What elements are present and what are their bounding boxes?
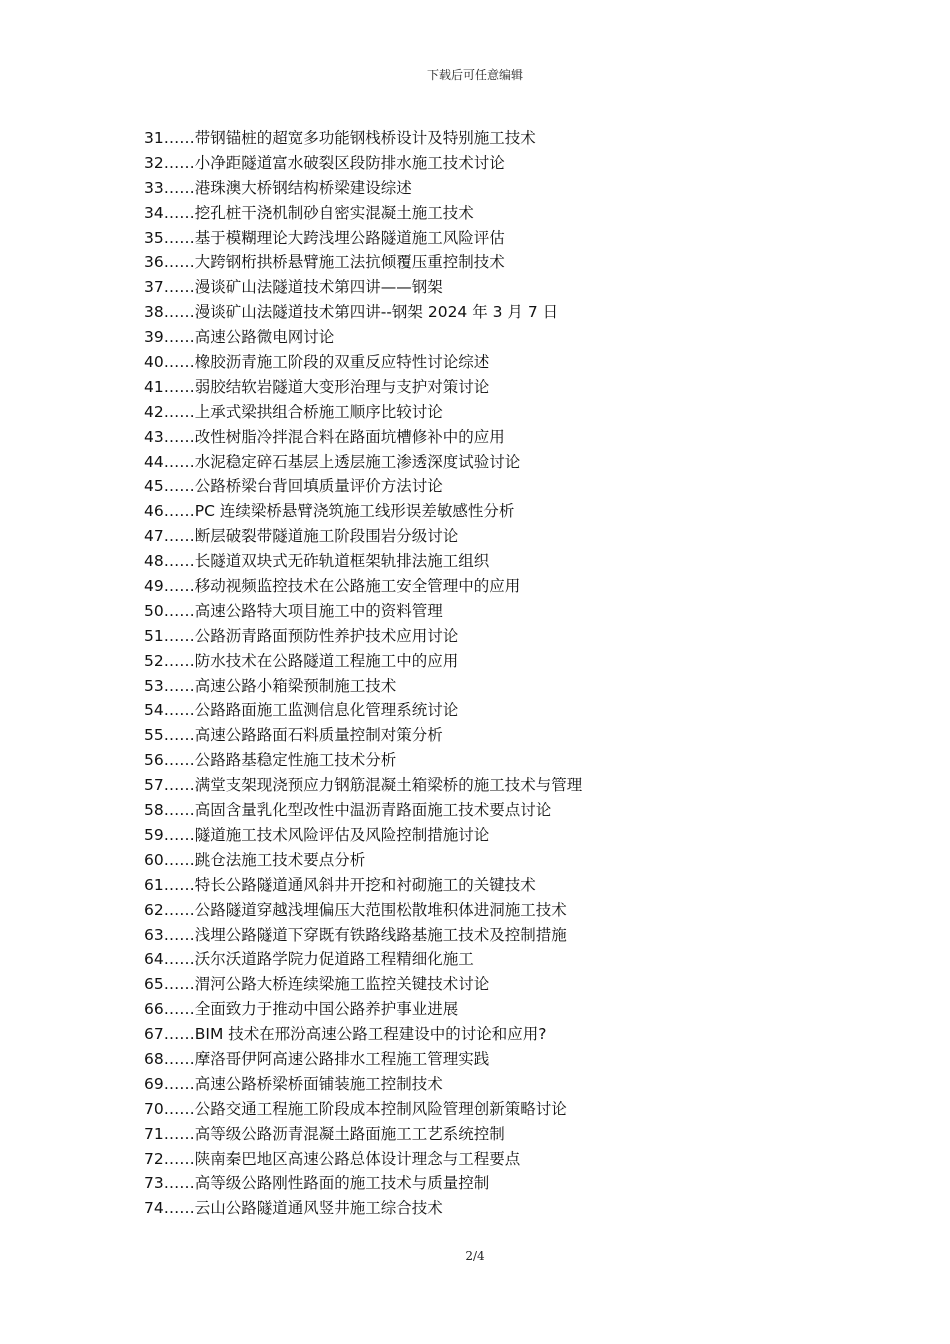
- entry-title: 高速公路特大项目施工中的资料管理: [194, 601, 443, 620]
- entry-number: 58: [144, 801, 164, 820]
- dot-leader: ……: [163, 975, 195, 994]
- toc-entry: [144, 549, 864, 574]
- dot-leader: ……: [163, 253, 195, 272]
- entry-title: 高等级公路沥青混凝土路面施工工艺系统控制: [194, 1124, 505, 1143]
- toc-entry: [144, 250, 864, 275]
- dot-leader: ……: [163, 402, 195, 421]
- dot-leader: ……: [163, 452, 195, 471]
- toc-entry: [144, 499, 864, 524]
- entry-number: 31: [144, 129, 164, 147]
- toc-entry: [144, 1171, 864, 1196]
- toc-entry: [144, 1097, 864, 1122]
- dot-leader: ……: [163, 153, 195, 172]
- entry-title: 防水技术在公路隧道工程施工中的应用: [194, 651, 459, 670]
- dot-leader: ……: [163, 577, 195, 596]
- toc-entry: [144, 350, 864, 375]
- toc-entry: [144, 1047, 864, 1072]
- entry-number: 50: [144, 601, 164, 620]
- entry-number: 73: [144, 1174, 164, 1193]
- entry-number: 40: [144, 353, 164, 372]
- entry-number: 72: [144, 1149, 164, 1168]
- entry-title: 特长公路隧道通风斜井开挖和衬砌施工的关键技术: [194, 875, 536, 894]
- dot-leader: ……: [163, 1174, 195, 1193]
- entry-number: 61: [144, 875, 164, 894]
- entry-title: 公路隧道穿越浅埋偏压大范围松散堆积体进洞施工技术: [194, 900, 567, 919]
- entry-title: BIM 技术在邢汾高速公路工程建设中的讨论和应用?: [194, 1025, 547, 1044]
- dot-leader: ……: [163, 950, 195, 969]
- dot-leader: ……: [163, 751, 195, 770]
- dot-leader: ……: [163, 701, 195, 720]
- entry-title: 长隧道双块式无砟轨道框架轨排法施工组织: [194, 552, 490, 571]
- toc-entry: [144, 151, 864, 176]
- entry-number: 66: [144, 1000, 164, 1019]
- toc-entry: [144, 450, 864, 475]
- entry-title: 摩洛哥伊阿高速公路排水工程施工管理实践: [194, 1049, 490, 1068]
- dot-leader: ……: [163, 502, 195, 521]
- dot-leader: ……: [163, 552, 195, 571]
- dot-leader: ……: [163, 925, 195, 944]
- toc-entry: [144, 898, 864, 923]
- dot-leader: ……: [163, 726, 195, 745]
- entry-number: 37: [144, 278, 164, 297]
- entry-number: 62: [144, 900, 164, 919]
- dot-leader: ……: [163, 776, 195, 795]
- entry-title: 公路桥梁台背回填质量评价方法讨论: [194, 477, 443, 496]
- toc-entry: [144, 275, 864, 300]
- entry-number: 55: [144, 726, 164, 745]
- entry-number: 63: [144, 925, 164, 944]
- dot-leader: ……: [163, 651, 195, 670]
- entry-number: 64: [144, 950, 164, 969]
- dot-leader: ……: [163, 1049, 195, 1068]
- entry-number: 46: [144, 502, 164, 521]
- toc-entry: [144, 997, 864, 1022]
- entry-title: PC 连续梁桥悬臂浇筑施工线形误差敏感性分析: [194, 502, 515, 521]
- entry-title: 上承式梁拱组合桥施工顺序比较讨论: [194, 402, 443, 421]
- entry-number: 53: [144, 676, 164, 695]
- dot-leader: ……: [163, 875, 195, 894]
- entry-title: 漫谈矿山法隧道技术第四讲--钢架 2024 年 3 月 7 日: [194, 303, 559, 322]
- entry-number: 41: [144, 377, 164, 396]
- dot-leader: ……: [163, 1199, 195, 1218]
- page-header: 下载后可任意编辑: [426, 68, 523, 82]
- entry-number: 45: [144, 477, 164, 496]
- dot-leader: ……: [163, 353, 195, 372]
- toc-entry: [144, 226, 864, 251]
- toc-entry: [144, 748, 864, 773]
- toc-entry: [144, 972, 864, 997]
- toc-entry: [144, 624, 864, 649]
- toc-entry: [144, 848, 864, 873]
- entry-number: 74: [144, 1199, 164, 1218]
- entry-title: 基于模糊理论大跨浅埋公路隧道施工风险评估: [194, 228, 505, 247]
- dot-leader: ……: [163, 1025, 195, 1044]
- dot-leader: ……: [163, 676, 195, 695]
- entry-title: 公路路面施工监测信息化管理系统讨论: [194, 701, 459, 720]
- entry-title: 移动视频监控技术在公路施工安全管理中的应用: [194, 577, 521, 596]
- entry-title: 浅埋公路隧道下穿既有铁路线路基施工技术及控制措施: [194, 925, 567, 944]
- toc-entry: [144, 201, 864, 226]
- entry-number: 68: [144, 1049, 164, 1068]
- dot-leader: ……: [163, 801, 195, 820]
- entry-title: 云山公路隧道通风竖井施工综合技术: [194, 1199, 443, 1218]
- dot-leader: ……: [163, 427, 195, 446]
- entry-title: 弱胶结软岩隧道大变形治理与支护对策讨论: [194, 377, 490, 396]
- entry-title: 高速公路桥梁桥面铺装施工控制技术: [194, 1074, 443, 1093]
- entry-number: 57: [144, 776, 164, 795]
- entry-title: 水泥稳定碎石基层上透层施工渗透深度试验讨论: [194, 452, 521, 471]
- toc-entry: [144, 126, 864, 151]
- toc-entry: [144, 823, 864, 848]
- entry-number: 49: [144, 577, 164, 596]
- toc-entry: [144, 574, 864, 599]
- entry-number: 39: [144, 328, 164, 347]
- entry-number: 33: [144, 178, 164, 197]
- dot-leader: ……: [163, 328, 195, 347]
- dot-leader: ……: [163, 129, 195, 147]
- toc-entry: [144, 1147, 864, 1172]
- toc-entry: [144, 1072, 864, 1097]
- dot-leader: ……: [163, 178, 195, 197]
- dot-leader: ……: [163, 850, 195, 869]
- entry-title: 断层破裂带隧道施工阶段围岩分级讨论: [194, 527, 459, 546]
- toc-entry: [144, 674, 864, 699]
- toc-entry: [144, 873, 864, 898]
- toc-entry: [144, 176, 864, 201]
- entry-number: 48: [144, 552, 164, 571]
- entry-number: 70: [144, 1099, 164, 1118]
- toc-entry: [144, 524, 864, 549]
- entry-title: 公路沥青路面预防性养护技术应用讨论: [194, 626, 459, 645]
- entry-number: 67: [144, 1025, 164, 1044]
- entry-number: 32: [144, 153, 164, 172]
- entry-title: 沃尔沃道路学院力促道路工程精细化施工: [194, 950, 474, 969]
- dot-leader: ……: [163, 825, 195, 844]
- dot-leader: ……: [163, 900, 195, 919]
- entry-number: 54: [144, 701, 164, 720]
- entry-title: 挖孔桩干浇机制砂自密实混凝土施工技术: [194, 203, 474, 222]
- entry-title: 大跨钢桁拱桥悬臂施工法抗倾覆压重控制技术: [194, 253, 505, 272]
- entry-title: 隧道施工技术风险评估及风险控制措施讨论: [194, 825, 490, 844]
- entry-title: 高固含量乳化型改性中温沥青路面施工技术要点讨论: [194, 801, 552, 820]
- entry-number: 43: [144, 427, 164, 446]
- entry-title: 橡胶沥青施工阶段的双重反应特性讨论综述: [194, 353, 490, 372]
- entry-number: 69: [144, 1074, 164, 1093]
- entry-title: 公路交通工程施工阶段成本控制风险管理创新策略讨论: [194, 1099, 567, 1118]
- dot-leader: ……: [163, 1074, 195, 1093]
- entry-title: 陕南秦巴地区高速公路总体设计理念与工程要点: [194, 1149, 521, 1168]
- toc-entry: [144, 947, 864, 972]
- entry-title: 渭河公路大桥连续梁施工监控关键技术讨论: [194, 975, 490, 994]
- toc-list: [144, 126, 864, 1221]
- entry-number: 44: [144, 452, 164, 471]
- dot-leader: ……: [163, 626, 195, 645]
- entry-title: 小净距隧道富水破裂区段防排水施工技术讨论: [194, 153, 505, 172]
- entry-title: 高速公路微电网讨论: [194, 328, 335, 347]
- dot-leader: ……: [163, 278, 195, 297]
- toc-entry: [144, 1022, 864, 1047]
- toc-entry: [144, 300, 864, 325]
- dot-leader: ……: [163, 1000, 195, 1019]
- toc-entry: [144, 474, 864, 499]
- entry-number: 51: [144, 626, 164, 645]
- dot-leader: ……: [163, 1149, 195, 1168]
- toc-entry: [144, 375, 864, 400]
- entry-number: 42: [144, 402, 164, 421]
- dot-leader: ……: [163, 527, 195, 546]
- entry-number: 65: [144, 975, 164, 994]
- dot-leader: ……: [163, 228, 195, 247]
- toc-entry: [144, 1122, 864, 1147]
- entry-number: 38: [144, 303, 164, 322]
- toc-entry: [144, 698, 864, 723]
- dot-leader: ……: [163, 601, 195, 620]
- entry-title: 跳仓法施工技术要点分析: [194, 850, 366, 869]
- entry-number: 52: [144, 651, 164, 670]
- entry-title: 全面致力于推动中国公路养护事业进展: [194, 1000, 459, 1019]
- page-number: 2/4: [465, 1249, 485, 1263]
- dot-leader: ……: [163, 303, 195, 322]
- toc-entry: [144, 923, 864, 948]
- toc-entry: [144, 723, 864, 748]
- entry-number: 71: [144, 1124, 164, 1143]
- toc-entry: [144, 325, 864, 350]
- entry-title: 高速公路小箱梁预制施工技术: [194, 676, 397, 695]
- entry-title: 带钢锚桩的超宽多功能钢栈桥设计及特别施工技术: [194, 129, 536, 147]
- entry-title: 港珠澳大桥钢结构桥梁建设综述: [194, 178, 412, 197]
- toc-entry: [144, 425, 864, 450]
- entry-number: 35: [144, 228, 164, 247]
- dot-leader: ……: [163, 1099, 195, 1118]
- toc-entry: [144, 599, 864, 624]
- entry-number: 47: [144, 527, 164, 546]
- toc-entry: [144, 1196, 864, 1221]
- entry-number: 60: [144, 850, 164, 869]
- toc-entry: [144, 798, 864, 823]
- entry-title: 满堂支架现浇预应力钢筋混凝土箱梁桥的施工技术与管理: [194, 776, 583, 795]
- dot-leader: ……: [163, 377, 195, 396]
- entry-title: 高等级公路刚性路面的施工技术与质量控制: [194, 1174, 490, 1193]
- entry-title: 公路路基稳定性施工技术分析: [194, 751, 397, 770]
- entry-number: 56: [144, 751, 164, 770]
- entry-number: 36: [144, 253, 164, 272]
- dot-leader: ……: [163, 203, 195, 222]
- entry-number: 59: [144, 825, 164, 844]
- entry-title: 漫谈矿山法隧道技术第四讲——钢架: [194, 278, 443, 297]
- entry-title: 高速公路路面石料质量控制对策分析: [194, 726, 443, 745]
- toc-entry: [144, 773, 864, 798]
- toc-entry: [144, 400, 864, 425]
- dot-leader: ……: [163, 1124, 195, 1143]
- toc-entry: [144, 649, 864, 674]
- entry-title: 改性树脂冷拌混合料在路面坑槽修补中的应用: [194, 427, 505, 446]
- entry-number: 34: [144, 203, 164, 222]
- dot-leader: ……: [163, 477, 195, 496]
